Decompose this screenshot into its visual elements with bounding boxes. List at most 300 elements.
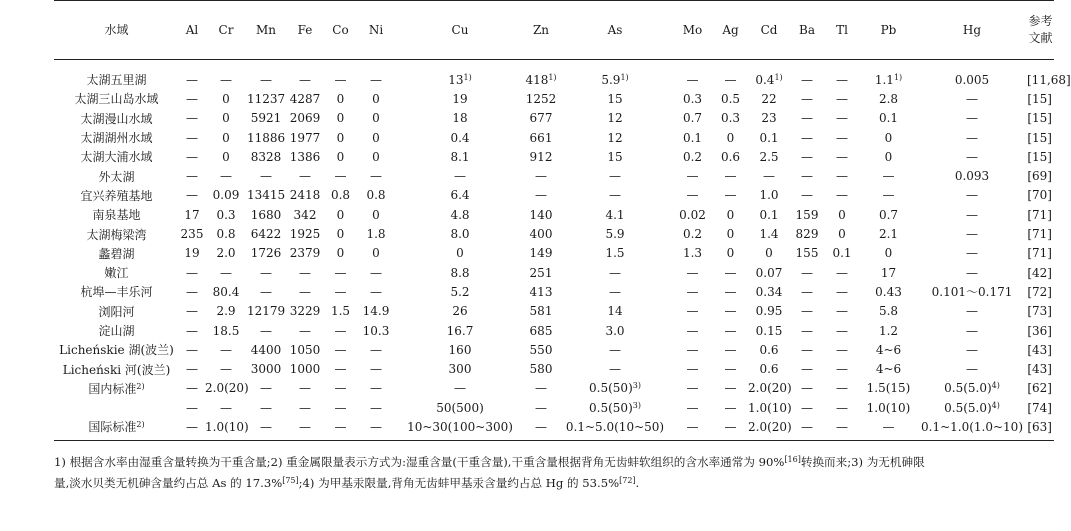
table-cell [285, 321, 325, 340]
table-cell [179, 166, 205, 185]
table-cell [860, 359, 917, 378]
cell-value: 19 [452, 91, 468, 106]
table-cell [325, 166, 356, 185]
cell-value: 1.1 [874, 72, 894, 87]
cell-value: 0.1~1.0(1.0~10) [921, 419, 1023, 434]
table-cell [917, 263, 1027, 282]
table-cell [325, 340, 356, 359]
table-cell [748, 359, 790, 378]
column-header: As [558, 1, 672, 60]
table-cell [713, 340, 748, 359]
table-cell [205, 417, 247, 440]
table-cell [824, 89, 860, 108]
table-row [54, 205, 1054, 224]
table-cell [713, 186, 748, 205]
cell-value: — [686, 188, 699, 203]
table-row [54, 282, 1054, 301]
cell-value: 0 [884, 130, 893, 145]
table-cell [179, 224, 205, 243]
cell-value: — [334, 342, 347, 357]
cell-value: — [334, 169, 347, 184]
table-cell [713, 302, 748, 321]
cell-value: [73] [1027, 304, 1052, 319]
cell-value: 2.8 [878, 91, 899, 106]
table-cell [205, 205, 247, 224]
table-cell [824, 379, 860, 398]
cell-value: 15 [607, 91, 623, 106]
cell-value: — [801, 284, 813, 299]
cell-value: — [334, 400, 347, 415]
table-cell [558, 147, 672, 166]
cell-value: — [724, 362, 737, 377]
cell-value: 0.09 [212, 188, 240, 203]
table-cell [917, 60, 1027, 90]
cell-value: — [966, 323, 978, 338]
cell-value: — [966, 149, 978, 164]
cell-value: — [334, 323, 347, 338]
cell-value: 12 [607, 130, 623, 145]
cell-value: — [724, 342, 737, 357]
cell-value: 1977 [289, 130, 321, 145]
cell-value: — [299, 284, 311, 299]
cell-value: 0 [372, 149, 380, 164]
table-cell [558, 60, 672, 90]
cell-value: 0 [838, 227, 846, 242]
water-body-cell [54, 186, 179, 205]
cell-value: — [836, 284, 848, 299]
table-cell [558, 166, 672, 185]
cell-value: — [686, 362, 699, 377]
cell-value: — [186, 188, 198, 203]
cell-value: — [686, 381, 699, 396]
table-cell [285, 340, 325, 359]
table-cell [524, 60, 558, 90]
cell-value: 0.8 [366, 188, 386, 203]
cell-value: — [966, 342, 978, 357]
table-cell [748, 224, 790, 243]
table-cell [356, 205, 396, 224]
cell-value: 1386 [289, 149, 321, 164]
table-cell [672, 340, 713, 359]
table-cell [748, 186, 790, 205]
cell-value: 5.2 [450, 284, 470, 299]
cell-value: — [836, 381, 848, 396]
table-cell [917, 147, 1027, 166]
table-cell [917, 302, 1027, 321]
table-cell [356, 166, 396, 185]
cell-value: 0.2 [682, 149, 703, 164]
table-cell [179, 89, 205, 108]
footnote-text: ;4) 为甲基汞限量,背角无齿蚌甲基汞含量约占总 Hg 的 53.5% [298, 476, 620, 490]
table-cell [558, 128, 672, 147]
cell-value: 4~6 [875, 342, 902, 357]
cell-value: — [724, 419, 737, 434]
cell-value: — [801, 188, 813, 203]
table-cell [524, 263, 558, 282]
cell-value: — [801, 400, 813, 415]
column-header: Al [179, 1, 205, 60]
cell-value: 912 [529, 149, 553, 164]
cell-value: 太湖漫山水域 [80, 111, 153, 126]
cell-value: 0.07 [755, 265, 783, 280]
cell-value: — [966, 130, 978, 145]
cell-value: — [686, 419, 699, 434]
cell-value: 235 [180, 227, 204, 242]
table-cell [524, 224, 558, 243]
table-cell [713, 128, 748, 147]
table-cell [179, 282, 205, 301]
cell-value: — [535, 169, 547, 184]
table-cell [285, 417, 325, 440]
table-cell [672, 60, 713, 90]
reference-cell [1027, 340, 1054, 359]
cell-value: 0 [726, 246, 735, 261]
table-cell [917, 224, 1027, 243]
cell-value: 4.8 [450, 207, 470, 222]
heavy-metal-table [54, 0, 1071, 441]
table-cell [205, 186, 247, 205]
cell-value: — [966, 265, 978, 280]
cell-value: — [801, 130, 813, 145]
cell-value: — [609, 362, 621, 377]
table-cell [524, 340, 558, 359]
cell-value: [15] [1027, 130, 1052, 145]
table-cell [790, 128, 824, 147]
water-body-cell [54, 166, 179, 185]
cell-value: 12 [607, 111, 623, 126]
footnote-ref: [72] [619, 476, 636, 485]
cell-value: — [299, 419, 311, 434]
cell-value: — [724, 72, 737, 87]
cell-value: 0 [222, 130, 230, 145]
cell-value: 0 [222, 149, 230, 164]
table-cell [672, 205, 713, 224]
water-body-cell [54, 109, 179, 128]
cell-value: — [334, 265, 347, 280]
table-cell [860, 302, 917, 321]
table-cell [672, 282, 713, 301]
cell-value: — [299, 400, 311, 415]
cell-value: — [836, 323, 848, 338]
table-cell [824, 282, 860, 301]
table-cell [824, 359, 860, 378]
table-row [54, 379, 1054, 398]
table-cell [713, 282, 748, 301]
table-row [54, 302, 1054, 321]
cell-value: 1726 [250, 246, 282, 261]
table-cell [205, 263, 247, 282]
cell-value: 1.0(10) [748, 400, 792, 415]
table-cell [396, 417, 524, 440]
footnote-marker: 1) [774, 72, 783, 82]
cell-value: — [370, 342, 382, 357]
table-cell [558, 302, 672, 321]
table-cell [396, 60, 524, 90]
table-cell [325, 224, 356, 243]
reference-cell [1027, 205, 1054, 224]
cell-value: 0.1 [878, 111, 899, 126]
table-cell [179, 340, 205, 359]
cell-value: — [836, 419, 848, 434]
table-cell [672, 359, 713, 378]
cell-value: 0.8 [330, 188, 351, 203]
cell-value: 0.5(50) [589, 381, 633, 396]
cell-value: 浏阳河 [98, 304, 135, 319]
cell-value: 2.0(20) [748, 381, 792, 396]
cell-value: 0.95 [755, 304, 783, 319]
table-cell [748, 302, 790, 321]
reference-cell [1027, 359, 1054, 378]
table-cell [356, 321, 396, 340]
table-cell [179, 128, 205, 147]
table-cell [205, 109, 247, 128]
cell-value: 0.093 [954, 169, 990, 184]
reference-cell [1027, 128, 1054, 147]
table-cell [524, 186, 558, 205]
table-cell [917, 417, 1027, 440]
reference-cell [1027, 147, 1054, 166]
water-body-cell [54, 60, 179, 90]
table-cell [558, 417, 672, 440]
reference-cell [1027, 321, 1054, 340]
cell-value: 0.101～0.171 [931, 285, 1013, 300]
table-cell [247, 224, 285, 243]
cell-value: [15] [1027, 149, 1052, 164]
table-cell [917, 186, 1027, 205]
column-header: Fe [285, 1, 325, 60]
cell-value: — [686, 284, 699, 299]
cell-value: — [260, 323, 272, 338]
cell-value: — [801, 149, 813, 164]
table-row [54, 166, 1054, 185]
cell-value: 0.5 [720, 91, 741, 106]
table-cell [713, 109, 748, 128]
cell-value: 14 [607, 304, 623, 319]
table-cell [748, 205, 790, 224]
column-header: Mo [672, 1, 713, 60]
cell-value: 1925 [289, 227, 321, 242]
table-cell [356, 379, 396, 398]
table-cell [325, 147, 356, 166]
table-cell [790, 302, 824, 321]
table-cell [790, 205, 824, 224]
reference-cell [1027, 244, 1054, 263]
table-cell [396, 302, 524, 321]
cell-value: — [186, 400, 198, 415]
table-cell [748, 379, 790, 398]
cell-value: — [801, 342, 813, 357]
cell-value: 2.0(20) [205, 381, 249, 396]
table-cell [325, 186, 356, 205]
cell-value: 0.7 [682, 111, 703, 126]
cell-value: — [334, 381, 347, 396]
table-cell [748, 128, 790, 147]
cell-value: 外太湖 [98, 169, 135, 184]
table-cell [748, 109, 790, 128]
cell-value: — [724, 265, 737, 280]
water-body-cell [54, 89, 179, 108]
table-cell [790, 166, 824, 185]
table-cell [860, 398, 917, 417]
cell-value: 4~6 [875, 362, 902, 377]
water-body-cell [54, 205, 179, 224]
table-cell [247, 128, 285, 147]
table-cell [179, 205, 205, 224]
table-cell [356, 398, 396, 417]
table-row [54, 359, 1054, 378]
cell-value: — [299, 381, 311, 396]
table-cell [179, 263, 205, 282]
table-cell [205, 224, 247, 243]
table-cell [672, 186, 713, 205]
column-header: Cr [205, 1, 247, 60]
table-cell [524, 128, 558, 147]
table-cell [524, 379, 558, 398]
cell-value: [74] [1027, 400, 1052, 415]
cell-value: 0.3 [720, 111, 741, 126]
table-cell [285, 359, 325, 378]
cell-value: — [836, 72, 848, 87]
cell-value: — [686, 169, 699, 184]
cell-value: 2.0(20) [748, 419, 792, 434]
cell-value: — [836, 169, 848, 184]
cell-value: 淀山湖 [98, 324, 135, 338]
column-header: Hg [917, 1, 1027, 60]
cell-value: 0.5(5.0) [944, 381, 992, 396]
cell-value: [43] [1027, 342, 1052, 357]
table-cell [396, 359, 524, 378]
cell-value: — [260, 265, 272, 280]
table-cell [285, 263, 325, 282]
cell-value: 10.3 [362, 323, 390, 338]
cell-value: [72] [1027, 284, 1052, 299]
table-cell [824, 224, 860, 243]
cell-value: — [609, 265, 621, 280]
footnote-marker: 1) [893, 72, 903, 82]
table-cell [524, 321, 558, 340]
table-cell [247, 417, 285, 440]
table-cell [325, 379, 356, 398]
cell-value: — [801, 72, 813, 87]
cell-value: — [260, 419, 272, 434]
cell-value: 1.8 [366, 227, 386, 242]
table-cell [790, 224, 824, 243]
table-cell [790, 89, 824, 108]
water-body-cell [54, 128, 179, 147]
cell-value: — [334, 362, 347, 377]
table-cell [356, 109, 396, 128]
cell-value: 国际标准 [88, 420, 137, 435]
table-cell [748, 89, 790, 108]
cell-value: 13 [448, 72, 464, 87]
table-cell [713, 89, 748, 108]
column-header: 水域 [54, 1, 179, 60]
cell-value: 140 [529, 207, 553, 222]
table-cell [285, 147, 325, 166]
cell-value: — [686, 72, 699, 87]
cell-value: 22 [761, 91, 777, 106]
footnote-marker: 1) [463, 72, 472, 82]
cell-value: — [334, 72, 347, 87]
cell-value: 2379 [289, 246, 321, 261]
table-cell [860, 89, 917, 108]
table-row [54, 244, 1054, 263]
table-cell [790, 109, 824, 128]
table-cell [247, 321, 285, 340]
table-cell [790, 398, 824, 417]
cell-value: 50(500) [436, 400, 484, 415]
cell-value: — [220, 169, 232, 184]
column-header: Co [325, 1, 356, 60]
cell-value: 太湖大浦水域 [80, 150, 153, 165]
table-cell [860, 417, 917, 440]
cell-value: — [763, 169, 775, 184]
cell-value: — [686, 323, 699, 338]
cell-value: — [186, 169, 198, 184]
table-cell [824, 417, 860, 440]
cell-value: 16.7 [446, 323, 474, 338]
cell-value: — [186, 111, 198, 126]
cell-value: 0 [726, 130, 735, 145]
reference-cell [1027, 89, 1054, 108]
cell-value: 1.0(10) [866, 400, 911, 415]
table-cell [713, 244, 748, 263]
cell-value: 杭埠—丰乐河 [80, 285, 153, 300]
cell-value: — [966, 91, 978, 106]
table-cell [179, 379, 205, 398]
table-cell [713, 166, 748, 185]
table-cell [285, 89, 325, 108]
cell-value: — [186, 284, 198, 299]
table-cell [860, 128, 917, 147]
cell-value: [36] [1027, 323, 1052, 338]
cell-value: — [260, 284, 272, 299]
cell-value: 0.1 [832, 246, 852, 261]
cell-value: 5921 [250, 111, 282, 126]
table-cell [713, 60, 748, 90]
cell-value: 0.3 [682, 91, 703, 106]
cell-value: — [299, 169, 311, 184]
table-cell [524, 282, 558, 301]
table-cell [860, 263, 917, 282]
table-cell [179, 186, 205, 205]
cell-value: — [686, 304, 699, 319]
table-cell [285, 186, 325, 205]
cell-value: — [186, 304, 198, 319]
cell-value: 0 [372, 111, 380, 126]
table-cell [356, 263, 396, 282]
table-cell [396, 263, 524, 282]
water-body-cell [54, 147, 179, 166]
cell-value: 1.0(10) [205, 419, 249, 434]
cell-value: 0.4 [755, 72, 775, 87]
cell-value: — [535, 188, 547, 203]
table-cell [205, 359, 247, 378]
table-cell [285, 166, 325, 185]
cell-value: 0.6 [759, 362, 779, 377]
table-cell [356, 417, 396, 440]
cell-value: 南泉基地 [92, 208, 141, 223]
cell-value: 0 [726, 227, 735, 242]
cell-value: 13415 [247, 188, 286, 203]
cell-value: — [801, 323, 813, 338]
reference-cell [1027, 166, 1054, 185]
cell-value: 1.4 [759, 227, 779, 242]
footnote-marker: 3) [632, 381, 641, 391]
cell-value: 0.6 [759, 342, 779, 357]
cell-value: — [370, 169, 382, 184]
reference-cell [1027, 224, 1054, 243]
